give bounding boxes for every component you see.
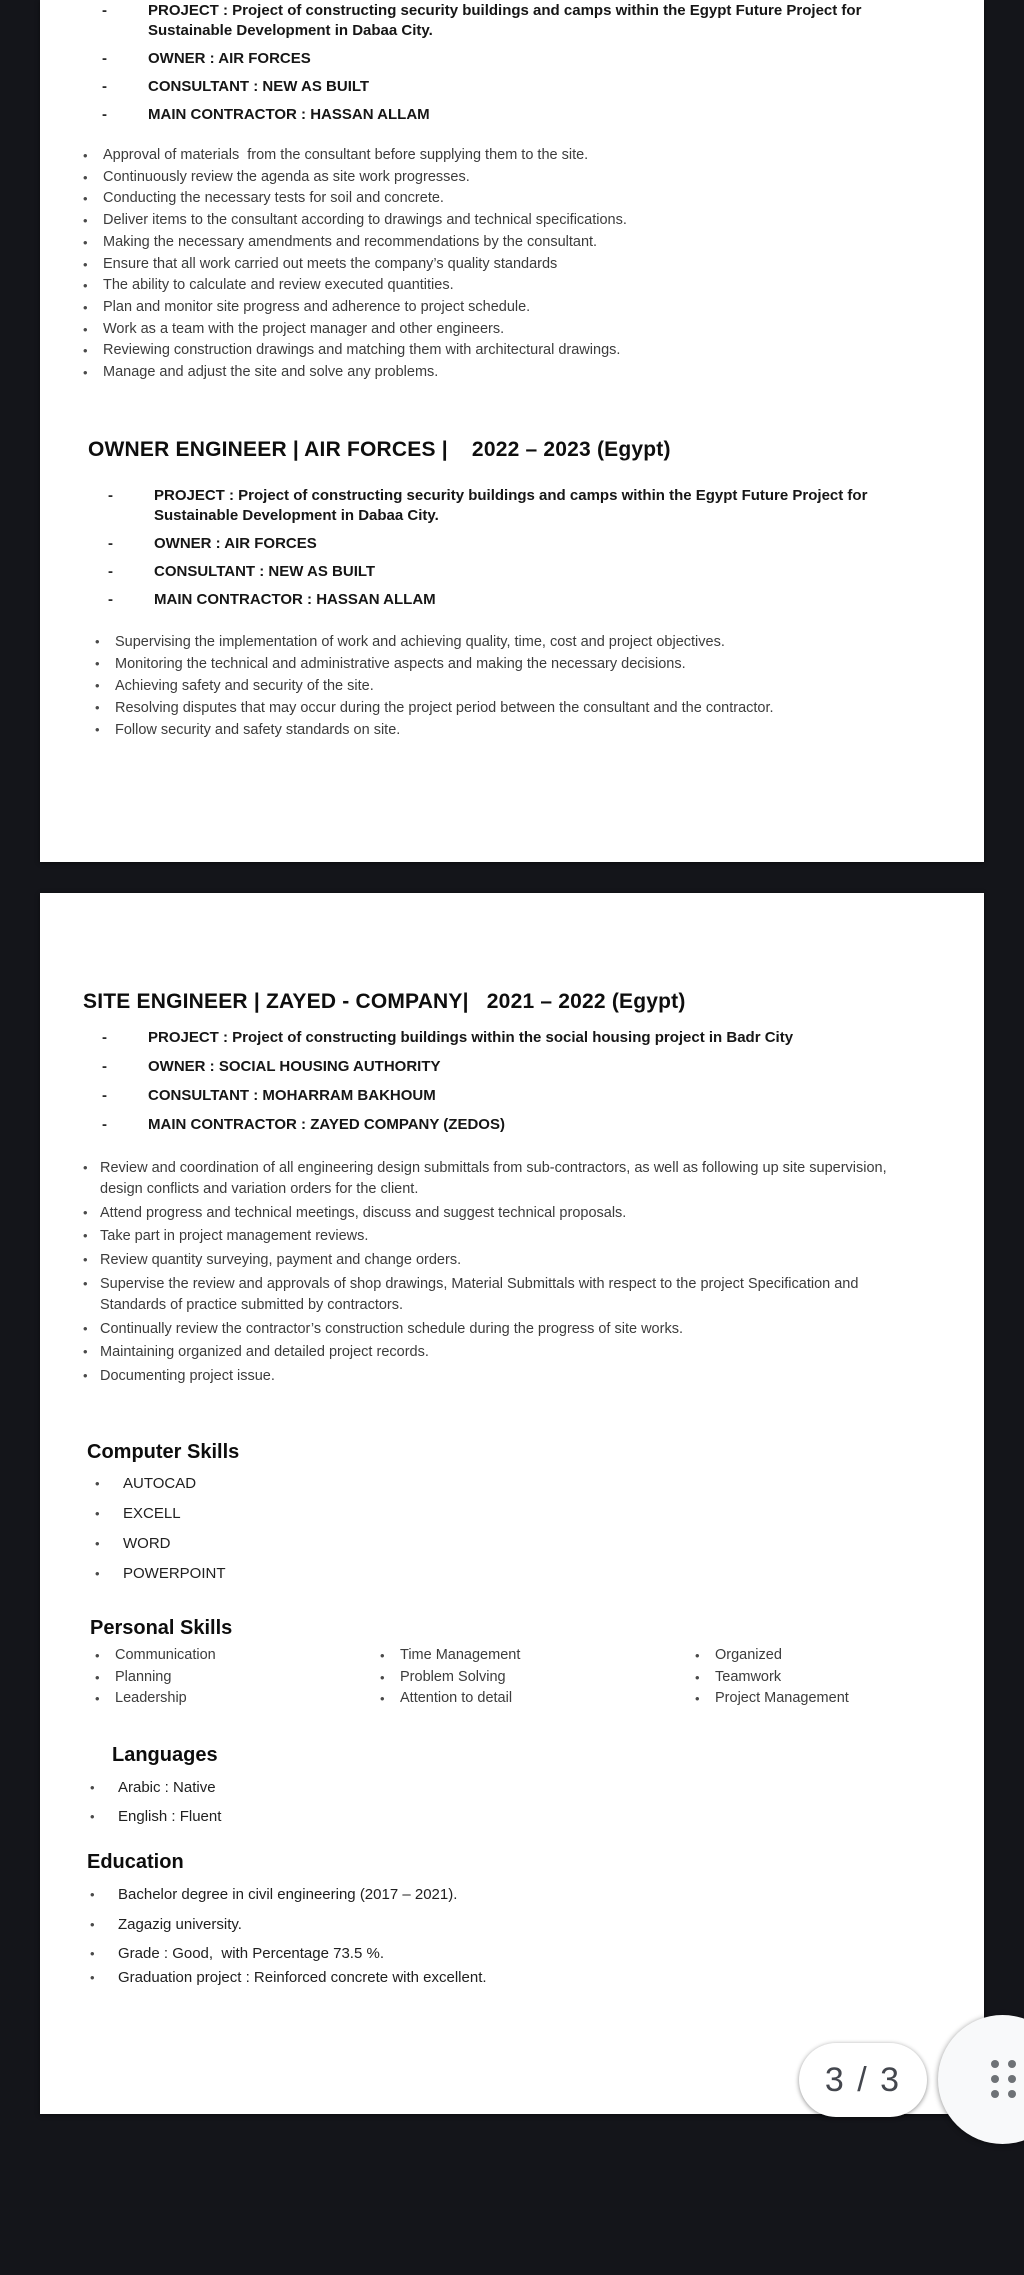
detail-item: - MAIN CONTRACTOR : ZAYED COMPANY (ZEDOS) (102, 1115, 793, 1135)
drag-handle-dots-icon (991, 2060, 1016, 2098)
list-item: • Project Management (695, 1688, 849, 1710)
detail-item: - OWNER : SOCIAL HOUSING AUTHORITY (102, 1057, 793, 1077)
list-item: • The ability to calculate and review executed quantities. (83, 275, 627, 297)
list-item: • WORD (95, 1533, 226, 1554)
list-item: • Review and coordination of all engineering design submittals from sub-contractors, as well as following up site supervision, design conflicts and variation orders for the client. (83, 1158, 900, 1200)
detail-text: OWNER : AIR FORCES (148, 50, 311, 67)
list-item: • Graduation project : Reinforced concrete with excellent. (90, 1967, 487, 1988)
section-heading-languages: Languages (112, 1744, 218, 1766)
list-item: • EXCELL (95, 1503, 226, 1524)
list-item: • English : Fluent (90, 1806, 221, 1827)
project-details-list (102, 1, 918, 133)
section-heading-computer-skills: Computer Skills (87, 1441, 240, 1463)
detail-item: - PROJECT : Project of constructing buildings within the social housing project in Badr City (102, 1028, 793, 1048)
list-item: • Bachelor degree in civil engineering (2017 – 2021). (90, 1884, 487, 1905)
page-indicator-badge (799, 2043, 927, 2117)
detail-text: CONSULTANT : NEW AS BUILT (148, 78, 370, 95)
personal-skills-column-1 (95, 1645, 216, 1710)
list-item: • Manage and adjust the site and solve any problems. (83, 362, 627, 384)
list-item: • Making the necessary amendments and recommendations by the consultant. (83, 232, 627, 254)
list-item: • Maintaining organized and detailed project records. (83, 1342, 900, 1363)
list-item: • Attention to detail (380, 1688, 520, 1710)
detail-item: - PROJECT : Project of constructing security buildings and camps within the Egypt Future Project for Sustainable Development in Dabaa City. (108, 486, 924, 526)
list-item: • Reviewing construction drawings and matching them with architectural drawings. (83, 340, 627, 362)
list-item: • POWERPOINT (95, 1563, 226, 1584)
list-item: • Planning (95, 1667, 216, 1689)
list-item: • Approval of materials from the consultant before supplying them to the site. (83, 145, 627, 167)
computer-skills-list (95, 1473, 226, 1593)
section-heading-site-engineer: SITE ENGINEER | ZAYED - COMPANY| 2021 – 2022 (Egypt) (83, 990, 686, 1013)
list-item: • Achieving safety and security of the site. (95, 675, 774, 697)
detail-item: - OWNER : AIR FORCES (108, 534, 924, 554)
list-item: • Supervise the review and approvals of shop drawings, Material Submittals with respect to the project Specification and Standards of practice submitted by contractors. (83, 1274, 900, 1316)
duties-list (83, 1158, 900, 1390)
list-item: • Documenting project issue. (83, 1366, 900, 1387)
list-item: • Problem Solving (380, 1667, 520, 1689)
document-page-2[interactable] (40, 893, 984, 2114)
section-heading-education: Education (87, 1851, 184, 1873)
detail-text: PROJECT : Project of constructing security buildings and camps within the Egypt Future Project for Sustainable Development in Dabaa City. (148, 2, 866, 39)
list-item: • Ensure that all work carried out meets the company’s quality standards (83, 254, 627, 276)
list-item: • Time Management (380, 1645, 520, 1667)
list-item: • AUTOCAD (95, 1473, 226, 1494)
document-page-1[interactable] (40, 0, 984, 862)
detail-item (102, 77, 918, 97)
detail-item (102, 105, 918, 125)
list-item: • Deliver items to the consultant according to drawings and technical specifications. (83, 210, 627, 232)
languages-list (90, 1777, 221, 1835)
detail-item: - CONSULTANT : NEW AS BUILT (108, 562, 924, 582)
list-item: • Supervising the implementation of work and achieving quality, time, cost and project objectives. (95, 631, 774, 653)
list-item: • Arabic : Native (90, 1777, 221, 1798)
list-item: • Monitoring the technical and administrative aspects and making the necessary decisions. (95, 653, 774, 675)
duties-list (83, 145, 627, 384)
project-details-list (108, 486, 924, 618)
list-item: • Plan and monitor site progress and adherence to project schedule. (83, 297, 627, 319)
detail-item (102, 1, 918, 41)
list-item: • Zagazig university. (90, 1914, 487, 1935)
list-item: • Grade : Good, with Percentage 73.5 %. (90, 1943, 487, 1964)
detail-item: - MAIN CONTRACTOR : HASSAN ALLAM (108, 590, 924, 610)
list-item: • Take part in project management reviews. (83, 1226, 900, 1247)
personal-skills-column-3 (695, 1645, 849, 1710)
list-item: • Work as a team with the project manager and other engineers. (83, 319, 627, 341)
list-item: • Teamwork (695, 1667, 849, 1689)
list-item: • Attend progress and technical meetings, discuss and suggest technical proposals. (83, 1203, 900, 1224)
detail-text: MAIN CONTRACTOR : HASSAN ALLAM (148, 106, 430, 123)
list-item: • Continuously review the agenda as site work progresses. (83, 167, 627, 189)
list-item: • Conducting the necessary tests for soil and concrete. (83, 188, 627, 210)
section-heading-owner-engineer: OWNER ENGINEER | AIR FORCES | 2022 – 2023 (Egypt) (88, 438, 671, 461)
project-details-list (102, 1028, 793, 1144)
detail-item (102, 49, 918, 69)
list-item: • Leadership (95, 1688, 216, 1710)
list-item: • Communication (95, 1645, 216, 1667)
personal-skills-column-2 (380, 1645, 520, 1710)
education-list (90, 1884, 487, 1988)
list-item: • Resolving disputes that may occur during the project period between the consultant and the contractor. (95, 697, 774, 719)
duties-list (95, 631, 774, 741)
section-heading-personal-skills: Personal Skills (90, 1617, 233, 1639)
list-item: • Organized (695, 1645, 849, 1667)
detail-item: - CONSULTANT : MOHARRAM BAKHOUM (102, 1086, 793, 1106)
list-item: • Review quantity surveying, payment and change orders. (83, 1250, 900, 1271)
list-item: • Continually review the contractor’s construction schedule during the progress of site works. (83, 1319, 900, 1340)
page-indicator-text: 3 / 3 (824, 2060, 902, 2099)
list-item: • Follow security and safety standards on site. (95, 719, 774, 741)
